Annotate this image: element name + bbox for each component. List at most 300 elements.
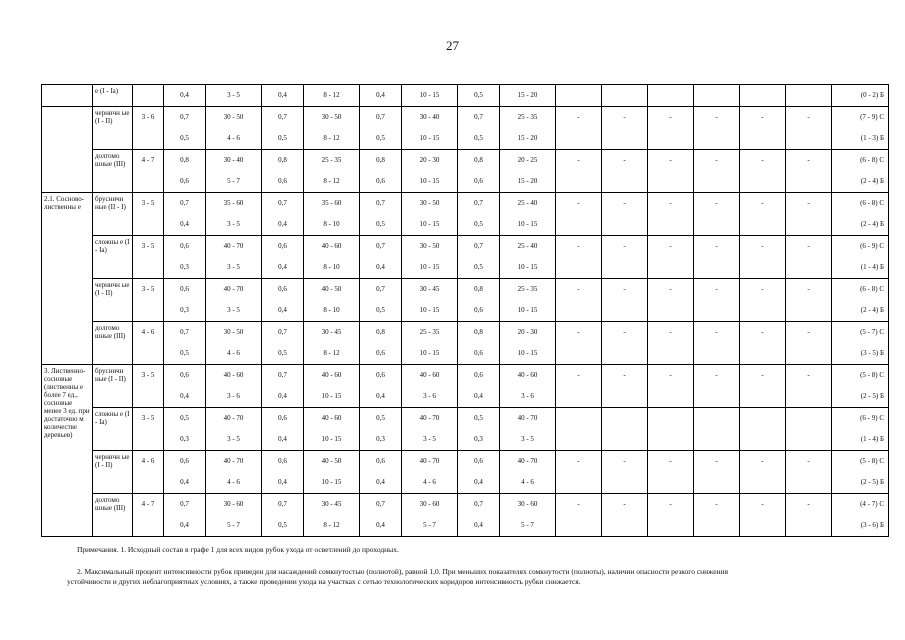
empty-column-cell bbox=[556, 193, 602, 236]
dash-mark: - bbox=[577, 242, 580, 250]
dash-mark: - bbox=[715, 242, 718, 250]
note-2-line-2: устойчивости и других неблагоприятных условиях, а также проведении ухода на участках с сетью технологических коридоров интенсивность рубки снижается. bbox=[67, 576, 581, 586]
value-text: 0,4 bbox=[180, 478, 189, 486]
value-text: 10 - 15 bbox=[321, 435, 342, 443]
value-text: 40 - 70 bbox=[223, 242, 244, 250]
empty-column-cell bbox=[740, 85, 786, 107]
value-cell bbox=[206, 150, 262, 193]
empty-column-cell bbox=[694, 236, 740, 279]
value-text: 3 - 5 bbox=[521, 435, 534, 443]
value-cell bbox=[500, 236, 556, 279]
value-text: 0,4 bbox=[474, 392, 483, 400]
result-text: (6 - 9) С bbox=[860, 242, 884, 250]
value-text: 25 - 35 bbox=[419, 328, 440, 336]
value-text: 0,7 bbox=[180, 328, 189, 336]
value-cell bbox=[206, 408, 262, 451]
result-text: (5 - 8) С bbox=[860, 371, 884, 379]
result-text: (2 - 5) Б bbox=[860, 478, 884, 486]
value-text: 0,4 bbox=[180, 220, 189, 228]
value-cell bbox=[262, 279, 304, 322]
dash-mark: - bbox=[669, 199, 672, 207]
value-text: 10 - 15 bbox=[321, 478, 342, 486]
dash-mark: - bbox=[715, 328, 718, 336]
forest-type-cell: 2.1. Сосново-лиственны е bbox=[42, 193, 93, 365]
value-text: 0,5 bbox=[180, 134, 189, 142]
value-cell bbox=[304, 107, 360, 150]
value-text: 0,4 bbox=[180, 91, 189, 99]
value-text: 0,6 bbox=[474, 371, 483, 379]
age-cell bbox=[133, 85, 164, 107]
empty-column-cell bbox=[740, 322, 786, 365]
value-text: 0,7 bbox=[278, 328, 287, 336]
value-text: 30 - 45 bbox=[419, 285, 440, 293]
value-text: 40 - 60 bbox=[223, 371, 244, 379]
result-text: (4 - 7) С bbox=[860, 500, 884, 508]
dash-mark: - bbox=[715, 500, 718, 508]
value-text: 0,6 bbox=[180, 242, 189, 250]
value-text: 3 - 6 bbox=[423, 392, 436, 400]
value-text: 0,6 bbox=[474, 306, 483, 314]
value-cell bbox=[360, 451, 402, 494]
value-cell bbox=[458, 365, 500, 408]
value-text: 8 - 10 bbox=[323, 306, 340, 314]
value-cell bbox=[164, 365, 206, 408]
value-cell bbox=[402, 365, 458, 408]
empty-column-cell bbox=[648, 322, 694, 365]
value-text: 4 - 6 bbox=[227, 478, 240, 486]
table-row bbox=[42, 85, 889, 107]
dash-mark: - bbox=[761, 242, 764, 250]
dash-mark: - bbox=[577, 371, 580, 379]
value-cell bbox=[304, 150, 360, 193]
dash-mark: - bbox=[623, 457, 626, 465]
value-text: 0,7 bbox=[474, 242, 483, 250]
value-cell bbox=[402, 85, 458, 107]
value-text: 20 - 30 bbox=[419, 156, 440, 164]
empty-column-cell bbox=[602, 408, 648, 451]
value-text: 0,4 bbox=[278, 435, 287, 443]
empty-column-cell bbox=[556, 236, 602, 279]
age-cell: 4 - 7 bbox=[133, 150, 164, 193]
result-text: (2 - 4) Б bbox=[860, 177, 884, 185]
dash-mark: - bbox=[715, 113, 718, 121]
table-row bbox=[42, 451, 889, 494]
value-cell bbox=[262, 150, 304, 193]
value-text: 4 - 6 bbox=[521, 478, 534, 486]
value-text: 3 - 5 bbox=[423, 435, 436, 443]
dash-mark: - bbox=[807, 156, 810, 164]
dash-mark: - bbox=[577, 199, 580, 207]
empty-column-cell bbox=[740, 279, 786, 322]
value-cell bbox=[206, 494, 262, 537]
table-row bbox=[42, 193, 889, 236]
value-cell bbox=[402, 408, 458, 451]
site-type-cell: брусничн ные (I - II) bbox=[93, 365, 133, 408]
value-cell bbox=[458, 279, 500, 322]
value-text: 0,6 bbox=[180, 285, 189, 293]
dash-mark: - bbox=[807, 457, 810, 465]
value-cell bbox=[500, 193, 556, 236]
value-cell bbox=[164, 236, 206, 279]
value-cell bbox=[304, 451, 360, 494]
result-text: (6 - 8) С bbox=[860, 156, 884, 164]
table-row bbox=[42, 107, 889, 150]
empty-column-cell bbox=[694, 107, 740, 150]
dash-mark: - bbox=[669, 242, 672, 250]
result-text: (5 - 7) С bbox=[860, 328, 884, 336]
result-text: (6 - 9) С bbox=[860, 414, 884, 422]
empty-column-cell bbox=[602, 150, 648, 193]
value-text: 0,5 bbox=[278, 134, 287, 142]
value-text: 0,7 bbox=[376, 242, 385, 250]
value-text: 30 - 60 bbox=[223, 500, 244, 508]
empty-column-cell bbox=[602, 85, 648, 107]
value-text: 0,7 bbox=[474, 199, 483, 207]
table-row bbox=[42, 236, 889, 279]
dash-mark: - bbox=[807, 199, 810, 207]
value-text: 0,4 bbox=[278, 220, 287, 228]
dash-mark: - bbox=[669, 457, 672, 465]
value-cell bbox=[206, 365, 262, 408]
empty-column-cell bbox=[602, 236, 648, 279]
value-cell bbox=[262, 365, 304, 408]
value-text: 0,6 bbox=[474, 177, 483, 185]
value-text: 4 - 6 bbox=[423, 478, 436, 486]
empty-column-cell bbox=[786, 322, 832, 365]
empty-column-cell bbox=[694, 451, 740, 494]
empty-column-cell bbox=[648, 236, 694, 279]
value-cell bbox=[360, 322, 402, 365]
empty-column-cell bbox=[602, 193, 648, 236]
value-text: 40 - 60 bbox=[419, 371, 440, 379]
dash-mark: - bbox=[623, 285, 626, 293]
dash-mark: - bbox=[761, 371, 764, 379]
value-text: 10 - 15 bbox=[321, 392, 342, 400]
site-type-cell: е (I - Ia) bbox=[93, 85, 133, 107]
value-cell bbox=[402, 150, 458, 193]
dash-mark: - bbox=[669, 500, 672, 508]
empty-column-cell bbox=[786, 279, 832, 322]
value-cell bbox=[500, 494, 556, 537]
value-text: 10 - 15 bbox=[419, 306, 440, 314]
age-cell: 3 - 5 bbox=[133, 279, 164, 322]
empty-column-cell bbox=[786, 365, 832, 408]
site-type-cell: черничн ые (I - II) bbox=[93, 451, 133, 494]
value-cell bbox=[304, 279, 360, 322]
empty-column-cell bbox=[602, 494, 648, 537]
value-text: 0,7 bbox=[278, 199, 287, 207]
dash-mark: - bbox=[807, 242, 810, 250]
value-text: 0,7 bbox=[180, 113, 189, 121]
empty-column-cell bbox=[694, 150, 740, 193]
value-cell bbox=[206, 279, 262, 322]
value-cell bbox=[458, 107, 500, 150]
value-text: 0,8 bbox=[474, 285, 483, 293]
empty-column-cell bbox=[694, 365, 740, 408]
empty-column-cell bbox=[740, 150, 786, 193]
value-text: 0,5 bbox=[474, 263, 483, 271]
result-cell bbox=[832, 150, 889, 193]
empty-column-cell bbox=[740, 236, 786, 279]
value-text: 8 - 12 bbox=[323, 134, 340, 142]
result-cell bbox=[832, 85, 889, 107]
value-text: 3 - 5 bbox=[227, 263, 240, 271]
result-text: (3 - 6) Б bbox=[860, 521, 884, 529]
dash-mark: - bbox=[669, 285, 672, 293]
value-text: 20 - 30 bbox=[517, 328, 538, 336]
empty-column-cell bbox=[556, 451, 602, 494]
value-cell bbox=[360, 107, 402, 150]
result-cell bbox=[832, 322, 889, 365]
value-cell bbox=[262, 85, 304, 107]
value-text: 0,5 bbox=[474, 414, 483, 422]
value-text: 10 - 15 bbox=[419, 91, 440, 99]
value-text: 0,4 bbox=[278, 478, 287, 486]
empty-column-cell bbox=[602, 322, 648, 365]
value-text: 0,7 bbox=[278, 113, 287, 121]
dash-mark: - bbox=[761, 113, 764, 121]
value-text: 40 - 70 bbox=[223, 414, 244, 422]
site-type-cell: брусничн ные (II - I) bbox=[93, 193, 133, 236]
site-type-cell: сложны е (I - Ia) bbox=[93, 408, 133, 451]
empty-column-cell bbox=[602, 107, 648, 150]
result-text: (3 - 5) Б bbox=[860, 349, 884, 357]
value-text: 5 - 7 bbox=[521, 521, 534, 529]
table-row bbox=[42, 494, 889, 537]
value-cell bbox=[458, 322, 500, 365]
value-text: 0,6 bbox=[376, 457, 385, 465]
value-cell bbox=[402, 236, 458, 279]
value-cell bbox=[458, 85, 500, 107]
value-text: 8 - 10 bbox=[323, 220, 340, 228]
value-cell bbox=[164, 193, 206, 236]
value-text: 0,4 bbox=[278, 91, 287, 99]
value-text: 0,3 bbox=[474, 435, 483, 443]
value-text: 40 - 70 bbox=[223, 457, 244, 465]
empty-column-cell bbox=[602, 365, 648, 408]
value-text: 30 - 40 bbox=[419, 113, 440, 121]
value-text: 0,4 bbox=[278, 392, 287, 400]
age-cell: 4 - 6 bbox=[133, 322, 164, 365]
value-cell bbox=[206, 85, 262, 107]
value-cell bbox=[402, 451, 458, 494]
value-text: 0,7 bbox=[376, 285, 385, 293]
value-text: 10 - 15 bbox=[419, 220, 440, 228]
value-cell bbox=[304, 193, 360, 236]
dash-mark: - bbox=[715, 156, 718, 164]
value-text: 0,5 bbox=[376, 134, 385, 142]
value-text: 0,7 bbox=[474, 113, 483, 121]
value-text: 40 - 70 bbox=[419, 414, 440, 422]
value-text: 40 - 60 bbox=[517, 371, 538, 379]
value-cell bbox=[402, 279, 458, 322]
value-text: 0,7 bbox=[376, 113, 385, 121]
value-cell bbox=[164, 322, 206, 365]
result-cell bbox=[832, 451, 889, 494]
dash-mark: - bbox=[807, 500, 810, 508]
empty-column-cell bbox=[694, 279, 740, 322]
empty-column-cell bbox=[786, 451, 832, 494]
value-cell bbox=[206, 236, 262, 279]
value-text: 8 - 10 bbox=[323, 263, 340, 271]
dash-mark: - bbox=[807, 285, 810, 293]
dash-mark: - bbox=[623, 199, 626, 207]
value-cell bbox=[304, 365, 360, 408]
dash-mark: - bbox=[623, 371, 626, 379]
dash-mark: - bbox=[623, 242, 626, 250]
empty-column-cell bbox=[648, 279, 694, 322]
value-text: 40 - 70 bbox=[419, 457, 440, 465]
dash-mark: - bbox=[715, 371, 718, 379]
dash-mark: - bbox=[577, 113, 580, 121]
dash-mark: - bbox=[715, 285, 718, 293]
value-cell bbox=[164, 107, 206, 150]
dash-mark: - bbox=[761, 285, 764, 293]
value-text: 0,6 bbox=[278, 414, 287, 422]
value-cell bbox=[500, 408, 556, 451]
empty-column-cell bbox=[786, 150, 832, 193]
value-text: 10 - 15 bbox=[517, 306, 538, 314]
value-text: 0,6 bbox=[180, 457, 189, 465]
empty-column-cell bbox=[694, 322, 740, 365]
dash-mark: - bbox=[669, 113, 672, 121]
value-text: 8 - 12 bbox=[323, 91, 340, 99]
empty-column-cell bbox=[648, 107, 694, 150]
dash-mark: - bbox=[669, 328, 672, 336]
value-text: 0,7 bbox=[376, 500, 385, 508]
thinning-intensity-table bbox=[41, 84, 889, 537]
dash-mark: - bbox=[577, 156, 580, 164]
note-2 bbox=[67, 567, 859, 587]
dash-mark: - bbox=[577, 457, 580, 465]
empty-column-cell bbox=[740, 451, 786, 494]
value-text: 3 - 5 bbox=[227, 306, 240, 314]
value-text: 5 - 7 bbox=[423, 521, 436, 529]
value-text: 0,5 bbox=[278, 349, 287, 357]
empty-column-cell bbox=[740, 408, 786, 451]
value-text: 30 - 40 bbox=[223, 156, 244, 164]
empty-column-cell bbox=[648, 365, 694, 408]
value-text: 3 - 5 bbox=[227, 435, 240, 443]
age-cell: 3 - 5 bbox=[133, 193, 164, 236]
value-text: 0,5 bbox=[376, 306, 385, 314]
value-text: 0,4 bbox=[180, 392, 189, 400]
value-text: 0,8 bbox=[376, 156, 385, 164]
result-text: (5 - 8) С bbox=[860, 457, 884, 465]
dash-mark: - bbox=[623, 328, 626, 336]
value-cell bbox=[206, 193, 262, 236]
value-cell bbox=[458, 494, 500, 537]
forest-type-cell: 3. Лиственно-сосновые (лиственны е более 7 ед., сосновые менее 3 ед. при достаточно м количестве деревьев) bbox=[42, 365, 93, 537]
value-text: 0,7 bbox=[180, 199, 189, 207]
value-text: 3 - 5 bbox=[227, 91, 240, 99]
dash-mark: - bbox=[761, 500, 764, 508]
value-cell bbox=[164, 150, 206, 193]
empty-column-cell bbox=[648, 150, 694, 193]
result-cell bbox=[832, 279, 889, 322]
value-cell bbox=[402, 193, 458, 236]
value-text: 0,4 bbox=[474, 521, 483, 529]
value-text: 0,4 bbox=[376, 521, 385, 529]
value-text: 8 - 12 bbox=[323, 177, 340, 185]
value-text: 40 - 50 bbox=[321, 285, 342, 293]
age-cell: 4 - 6 bbox=[133, 451, 164, 494]
empty-column-cell bbox=[556, 279, 602, 322]
value-text: 4 - 6 bbox=[227, 349, 240, 357]
value-text: 0,3 bbox=[180, 263, 189, 271]
dash-mark: - bbox=[761, 328, 764, 336]
site-type-cell: черничн ые (I - II) bbox=[93, 107, 133, 150]
result-cell bbox=[832, 107, 889, 150]
value-cell bbox=[500, 322, 556, 365]
value-cell bbox=[500, 279, 556, 322]
value-text: 0,6 bbox=[376, 177, 385, 185]
value-cell bbox=[360, 365, 402, 408]
value-text: 0,4 bbox=[376, 263, 385, 271]
value-text: 0,6 bbox=[278, 177, 287, 185]
value-cell bbox=[262, 451, 304, 494]
note-2-line-1: 2. Максимальный процент интенсивности рубок приведен для насаждений сомкнутостью (полнотой), равной 1,0. При меньших показателях сомкнутости (полноты), наличии опасности резкого снижения bbox=[77, 567, 729, 576]
value-text: 0,4 bbox=[474, 478, 483, 486]
value-text: 10 - 15 bbox=[419, 263, 440, 271]
empty-column-cell bbox=[740, 193, 786, 236]
empty-column-cell bbox=[786, 193, 832, 236]
forest-type-cell bbox=[42, 85, 93, 107]
value-text: 10 - 15 bbox=[517, 220, 538, 228]
value-text: 10 - 15 bbox=[517, 263, 538, 271]
value-text: 0,7 bbox=[278, 371, 287, 379]
result-cell bbox=[832, 365, 889, 408]
empty-column-cell bbox=[556, 365, 602, 408]
value-text: 0,5 bbox=[278, 521, 287, 529]
value-cell bbox=[262, 236, 304, 279]
result-text: (0 - 2) Б bbox=[860, 91, 884, 99]
result-cell bbox=[832, 236, 889, 279]
age-cell: 3 - 5 bbox=[133, 236, 164, 279]
result-text: (1 - 4) Б bbox=[860, 435, 884, 443]
value-cell bbox=[458, 150, 500, 193]
empty-column-cell bbox=[556, 322, 602, 365]
value-text: 40 - 60 bbox=[321, 371, 342, 379]
value-cell bbox=[360, 408, 402, 451]
dash-mark: - bbox=[715, 199, 718, 207]
empty-column-cell bbox=[740, 365, 786, 408]
value-cell bbox=[360, 85, 402, 107]
empty-column-cell bbox=[648, 193, 694, 236]
value-cell bbox=[360, 494, 402, 537]
value-text: 40 - 50 bbox=[321, 457, 342, 465]
value-text: 0,5 bbox=[180, 349, 189, 357]
value-text: 10 - 15 bbox=[419, 134, 440, 142]
result-text: (2 - 4) Б bbox=[860, 220, 884, 228]
empty-column-cell bbox=[648, 408, 694, 451]
site-type-cell: долгомо шные (III) bbox=[93, 494, 133, 537]
value-cell bbox=[500, 85, 556, 107]
value-text: 30 - 60 bbox=[517, 500, 538, 508]
result-text: (6 - 8) С bbox=[860, 285, 884, 293]
value-text: 0,4 bbox=[376, 478, 385, 486]
empty-column-cell bbox=[648, 494, 694, 537]
value-text: 25 - 35 bbox=[517, 113, 538, 121]
value-text: 30 - 50 bbox=[321, 113, 342, 121]
value-cell bbox=[360, 279, 402, 322]
dash-mark: - bbox=[577, 328, 580, 336]
table-row bbox=[42, 279, 889, 322]
value-cell bbox=[360, 150, 402, 193]
value-cell bbox=[360, 236, 402, 279]
table-row bbox=[42, 365, 889, 408]
age-cell: 3 - 6 bbox=[133, 107, 164, 150]
